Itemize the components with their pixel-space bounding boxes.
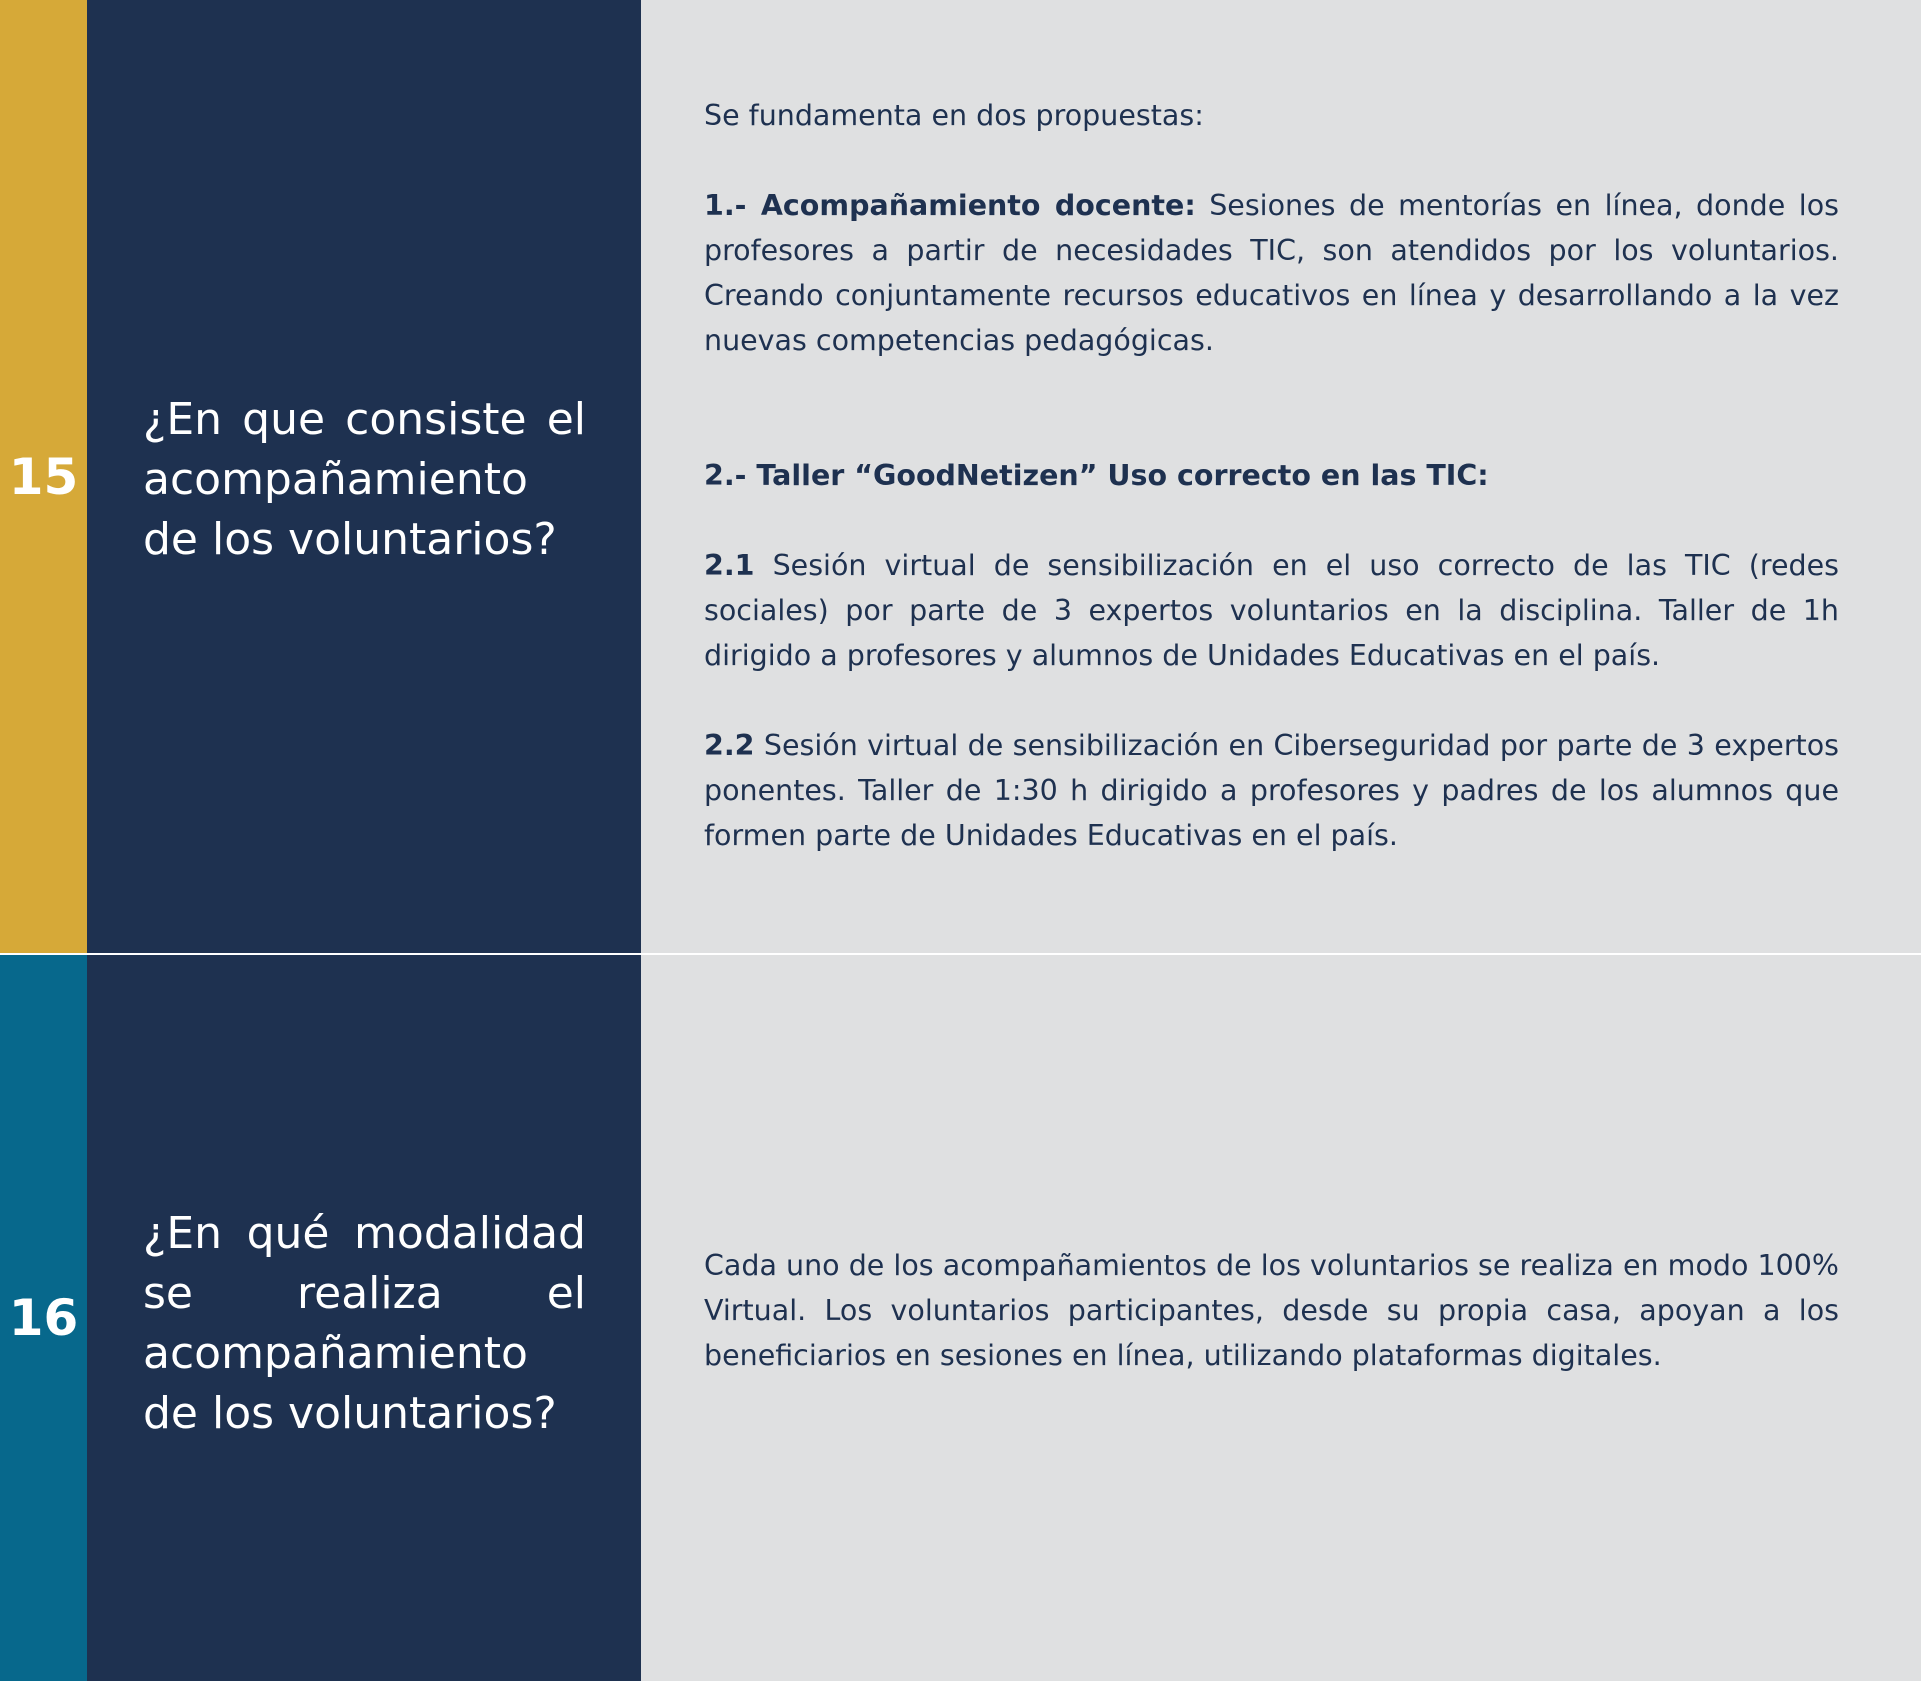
answer-paragraph-text: Sesión virtual de sensibilización en Ciberseguridad por parte de 3 expertos ponentes. Taller de 1:30 h dirigido a profesores y padres de los alumnos que formen parte de Unidades Educativas en el país. [704,729,1839,852]
answer-paragraph [704,723,1839,858]
answer-paragraph: Cada uno de los acompañamientos de los voluntarios se realiza en modo 100% Virtual. Los voluntarios participantes, desde su propia casa, apoyan a los beneficiarios en sesiones en línea, utilizando plataformas digitales. [704,1248,1839,1372]
answer-paragraph [704,543,1839,678]
question-panel [87,955,641,1681]
item-number-badge [0,0,87,953]
answer-bold-lead: 1.- Acompañamiento docente: [704,189,1196,222]
question-text: ¿En qué modalidad se realiza el acompañamiento de los voluntarios? [143,1208,586,1439]
answer-paragraph [704,183,1839,363]
answer-intro: Se fundamenta en dos propuestas: [704,99,1204,132]
answer-panel [641,955,1921,1681]
item-number-badge [0,955,87,1681]
item-number: 15 [8,447,79,506]
answer-paragraph-text: Sesiones de mentorías en línea, donde los profesores a partir de necesidades TIC, son atendidos por los voluntarios. Creando conjuntamente recursos educativos en línea y desarrollando a la vez nuevas competencias pedagógicas. [704,189,1839,357]
answer-panel [641,0,1921,953]
answer-subheading [704,453,1839,498]
answer-bold-lead: 2.2 [704,729,755,762]
item-number: 16 [8,1289,79,1347]
faq-item-16 [0,955,1921,1681]
question-text: ¿En que consiste el acompañamiento de los voluntarios? [143,393,586,565]
question-panel [87,0,641,953]
answer-bold-lead: 2.1 [704,549,755,582]
answer-subheading-text: 2.- Taller “GoodNetizen” Uso correcto en las TIC: [704,459,1489,492]
answer-paragraph-text: Sesión virtual de sensibilización en el uso correcto de las TIC (redes sociales) por parte de 3 expertos voluntarios en la disciplina. Taller de 1h dirigido a profesores y alumnos de Unidades Educativas en el país. [704,549,1839,672]
